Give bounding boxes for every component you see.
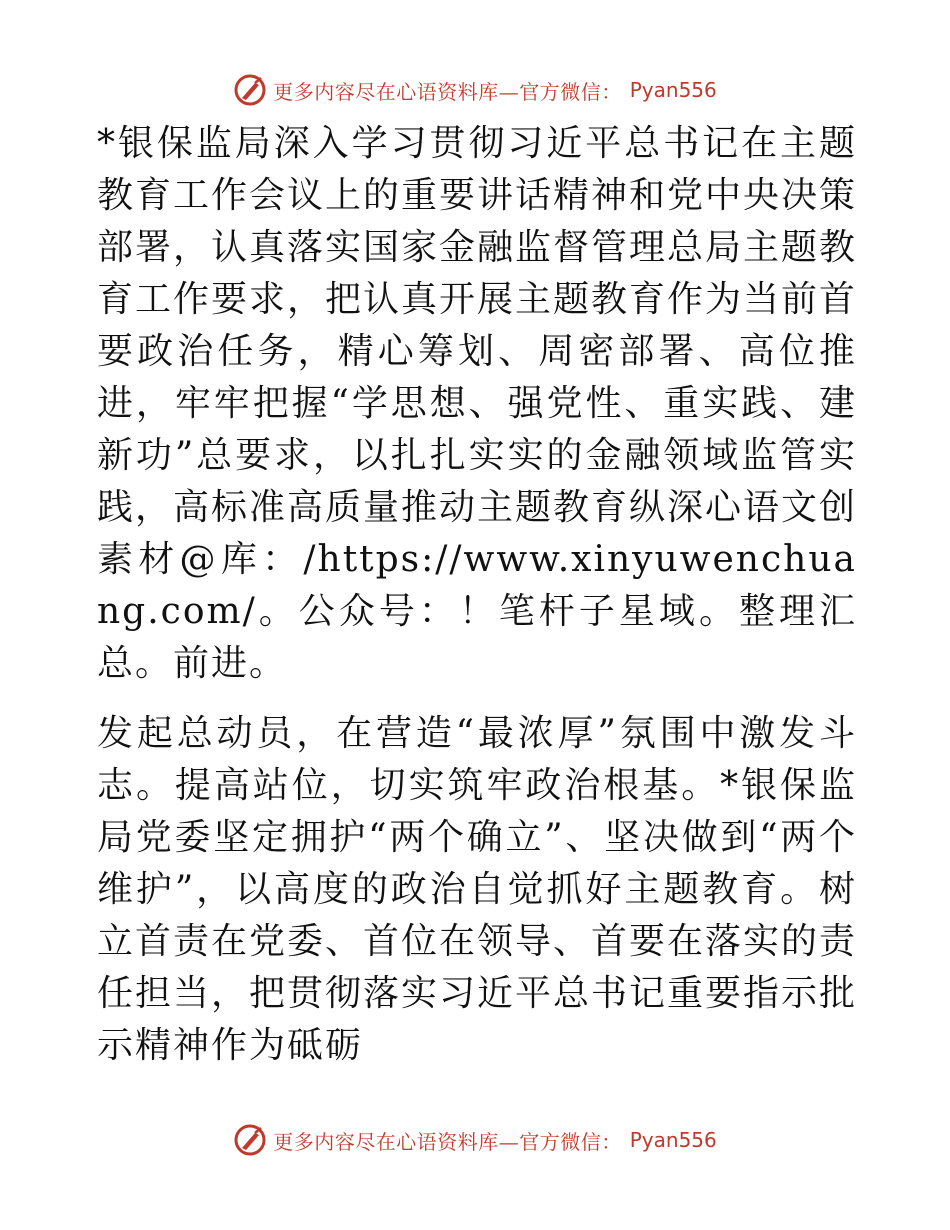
quill-logo-icon [233, 1123, 267, 1157]
watermark-text: 更多内容尽在心语资料库—官方微信： [273, 79, 622, 104]
watermark-header [0, 70, 950, 110]
watermark-footer [0, 1120, 950, 1160]
paragraph-2: 发起总动员，在营造“最浓厚”氛围中激发斗志。提高站位，切实筑牢政治根基。*银保监局党委坚定拥护“两个确立”、坚决做到“两个维护”，以高度的政治自觉抓好主题教育。树立首责在党委、首位在领导、首要在落实的责任担当，把贯彻落实习近平总书记重要指示批示精神作为砥砺 [97, 713, 858, 1066]
watermark-wechat-id: Pyan556 [629, 1128, 717, 1152]
watermark-text: 更多内容尽在心语资料库—官方微信： [273, 1129, 622, 1154]
watermark-wechat-id: Pyan556 [629, 78, 717, 102]
quill-logo-icon [233, 73, 267, 107]
paragraph-1: *银保监局深入学习贯彻习近平总书记在主题教育工作会议上的重要讲话精神和党中央决策部署，认真落实国家金融监督管理总局主题教育工作要求，把认真开展主题教育作为当前首要政治任务，精心筹划、周密部署、高位推进，牢牢把握“学思想、强党性、重实践、建新功”总要求，以扎扎实实的金融领域监管实践，高标准高质量推动主题教育纵深心语文创素材@库：/https://www.xinyuwenchuang.com/。公众号：！笔杆子星域。整理汇总。前进。 [97, 123, 858, 684]
document-body [97, 118, 857, 1072]
